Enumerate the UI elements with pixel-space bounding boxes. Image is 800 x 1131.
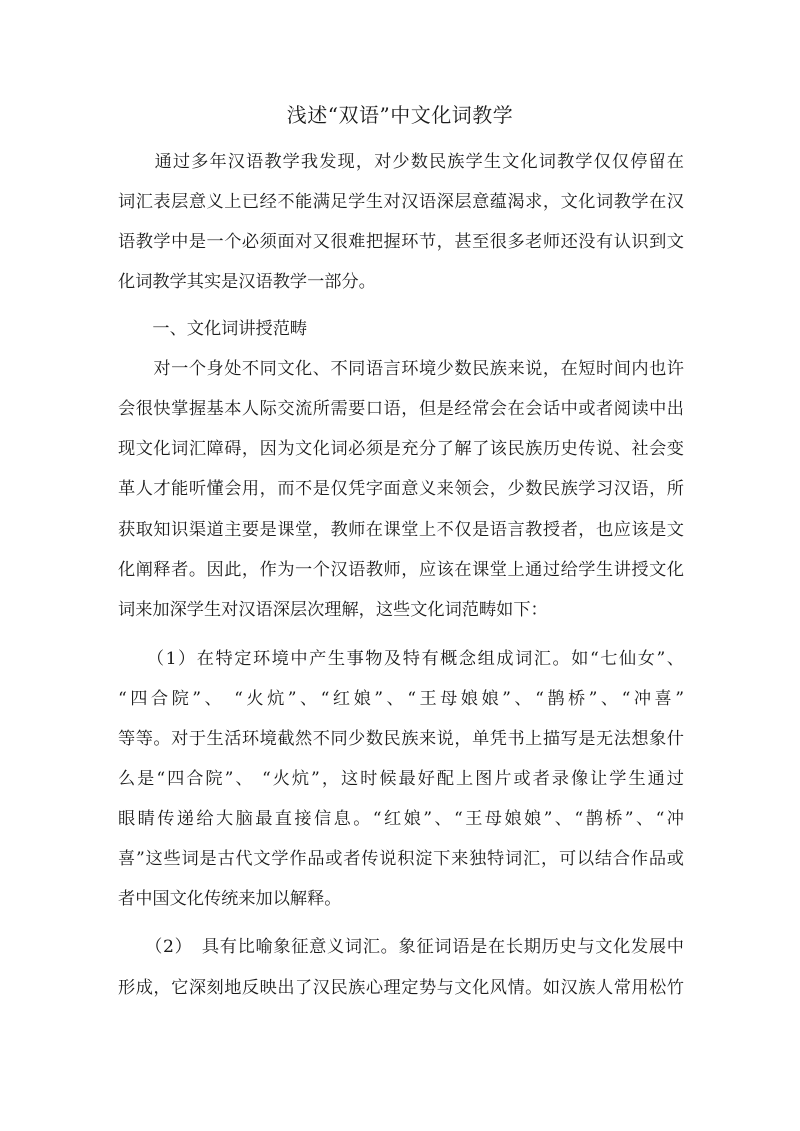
paragraph-line: 喜”这些词是古代文学作品或者传说积淀下来独特词汇，可以结合作品或 — [118, 849, 684, 869]
paragraph-line: 词来加深学生对汉语深层次理解，这些文化词范畴如下： — [118, 600, 548, 620]
paragraph-line: 一、文化词讲授范畴 — [118, 319, 308, 339]
paragraph-line: 词汇表层意义上已经不能满足学生对汉语深层意蕴渴求，文化词教学在汉 — [118, 192, 684, 212]
paragraph-line: 化词教学其实是汉语教学一部分。 — [118, 272, 376, 292]
paragraph-line: 形成，它深刻地反映出了汉民族心理定势与文化风情。如汉族人常用松竹 — [118, 978, 684, 998]
paragraph-line: 化阐释者。因此，作为一个汉语教师，应该在课堂上通过给学生讲授文化 — [118, 560, 684, 580]
paragraph-line: 眼睛传递给大脑最直接信息。“红娘”、“王母娘娘”、“鹊桥”、“冲 — [118, 809, 684, 829]
paragraph-line: “四合院”、 “火炕”、“红娘”、“王母娘娘”、“鹊桥”、“冲喜” — [118, 689, 684, 709]
paragraph-line: 获取知识渠道主要是课堂，教师在课堂上不仅是语言教授者，也应该是文 — [118, 520, 684, 540]
paragraph-line: 者中国文化传统来加以解释。 — [118, 889, 342, 909]
paragraph-line: （1）在特定环境中产生事物及特有概念组成词汇。如“七仙女”、 — [118, 649, 684, 669]
paragraph-line: （2） 具有比喻象征意义词汇。象征词语是在长期历史与文化发展中 — [118, 937, 684, 957]
paragraph-line: 革人才能听懂会用，而不是仅凭字面意义来领会，少数民族学习汉语，所 — [118, 479, 684, 499]
paragraph-line: 语教学中是一个必须面对又很难把握环节，甚至很多老师还没有认识到文 — [118, 232, 684, 252]
paragraph-line: 现文化词汇障碍，因为文化词必须是充分了解了该民族历史传说、社会变 — [118, 439, 684, 459]
paragraph-line: 会很快掌握基本人际交流所需要口语，但是经常会在会话中或者阅读中出 — [118, 399, 684, 419]
paragraph-line: 通过多年汉语教学我发现，对少数民族学生文化词教学仅仅停留在 — [118, 152, 684, 172]
document-title: 浅述“双语”中文化词教学 — [286, 103, 514, 127]
paragraph-line: 么是“四合院”、 “火炕”，这时候最好配上图片或者录像让学生通过 — [118, 769, 684, 789]
paragraph-line: 对一个身处不同文化、不同语言环境少数民族来说，在短时间内也许 — [118, 359, 684, 379]
paragraph-line: 等等。对于生活环境截然不同少数民族来说，单凭书上描写是无法想象什 — [118, 729, 684, 749]
